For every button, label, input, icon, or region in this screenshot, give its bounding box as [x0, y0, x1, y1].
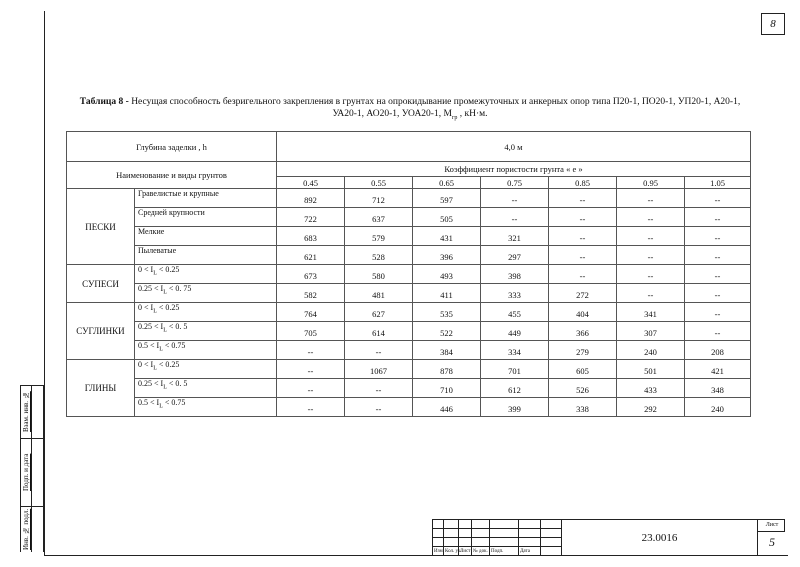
- table-cell: 582: [277, 284, 345, 303]
- stamp-label: Кол. уч.: [445, 549, 462, 554]
- table-title-sub: гр: [451, 114, 458, 121]
- table-cell: 710: [413, 379, 481, 398]
- table-cell: --: [617, 189, 685, 208]
- table-cell: --: [549, 227, 617, 246]
- table-cell: 712: [345, 189, 413, 208]
- soil-subtype: [135, 265, 277, 284]
- soil-subtype: Пылеватые: [135, 246, 277, 265]
- stamp-cell: [541, 538, 562, 547]
- table-row: [67, 189, 751, 208]
- table-cell: 493: [413, 265, 481, 284]
- column-header: 0.45: [277, 177, 345, 189]
- table-cell: --: [549, 189, 617, 208]
- stamp-cell: [459, 538, 472, 547]
- table-cell: 528: [345, 246, 413, 265]
- table-cell: 579: [345, 227, 413, 246]
- table-cell: --: [345, 398, 413, 417]
- side-label-inv-orig: Инв. № подл.: [22, 508, 30, 550]
- table-cell: 341: [617, 303, 685, 322]
- table-cell: --: [617, 284, 685, 303]
- condition-bound: < 0.75: [162, 341, 186, 350]
- soil-subtype: [135, 341, 277, 360]
- table-cell: 334: [481, 341, 549, 360]
- table-cell: 384: [413, 341, 481, 360]
- stamp-cell: [472, 538, 490, 547]
- title-block-stamp: [432, 519, 785, 556]
- table-cell: 878: [413, 360, 481, 379]
- table-cell: 481: [345, 284, 413, 303]
- table-cell: 1067: [345, 360, 413, 379]
- table-cell: --: [685, 189, 751, 208]
- table-cell: 240: [617, 341, 685, 360]
- table-cell: 526: [549, 379, 617, 398]
- stamp-label: Изм.: [434, 549, 444, 554]
- condition-text: 0.25 < I: [138, 379, 164, 388]
- stamp-cell: [472, 529, 490, 538]
- table-cell: 411: [413, 284, 481, 303]
- table-row: [67, 398, 751, 417]
- table-cell: --: [481, 208, 549, 227]
- table-cell: --: [685, 208, 751, 227]
- table-cell: --: [277, 398, 345, 417]
- stamp-cell: [433, 529, 444, 538]
- table-row: [67, 379, 751, 398]
- condition-subscript: L: [159, 403, 163, 410]
- depth-value: 4,0 м: [277, 132, 751, 162]
- table-cell: --: [685, 284, 751, 303]
- table-cell: 348: [685, 379, 751, 398]
- table-cell: --: [549, 246, 617, 265]
- frame-left-line: [44, 11, 45, 556]
- condition-text: 0.5 < I: [138, 398, 160, 407]
- table-cell: 764: [277, 303, 345, 322]
- table-cell: 398: [481, 265, 549, 284]
- table-cell: 396: [413, 246, 481, 265]
- doc-code: 23.0016: [641, 532, 678, 544]
- table-cell: --: [685, 322, 751, 341]
- stamp-cell: [541, 547, 562, 556]
- condition-subscript: L: [153, 365, 157, 372]
- table-cell: 683: [277, 227, 345, 246]
- column-header: 0.55: [345, 177, 413, 189]
- table-title-prefix: Таблица 8 -: [79, 97, 129, 107]
- names-label: Наименование и виды грунтов: [67, 162, 277, 189]
- table-cell: 431: [413, 227, 481, 246]
- table-cell: --: [549, 265, 617, 284]
- stamp-label: Подп.: [491, 549, 504, 554]
- table-row: [67, 246, 751, 265]
- condition-text: 0 < I: [138, 360, 154, 369]
- table-cell: 338: [549, 398, 617, 417]
- table-cell: 605: [549, 360, 617, 379]
- soil-subtype: Средней крупности: [135, 208, 277, 227]
- stamp-cell: [541, 520, 562, 529]
- stamp-cell: [519, 529, 541, 538]
- soil-subtype: Мелкие: [135, 227, 277, 246]
- soil-group-name: СУПЕСИ: [67, 265, 135, 303]
- table-cell: 433: [617, 379, 685, 398]
- depth-row: [67, 132, 751, 162]
- table-cell: --: [685, 246, 751, 265]
- table-row: [67, 208, 751, 227]
- table-cell: 522: [413, 322, 481, 341]
- soil-subtype: [135, 398, 277, 417]
- condition-text: 0 < I: [138, 303, 154, 312]
- condition-bound: < 0. 5: [166, 379, 188, 388]
- table-row: [67, 360, 751, 379]
- column-header: 1.05: [685, 177, 751, 189]
- table-row: [67, 265, 751, 284]
- stamp-cell: [444, 538, 459, 547]
- coef-header-row: [67, 162, 751, 177]
- condition-text: 0.5 < I: [138, 341, 160, 350]
- table-cell: 597: [413, 189, 481, 208]
- sheet-number: 5: [769, 535, 775, 549]
- table-cell: 421: [685, 360, 751, 379]
- table-row: [67, 284, 751, 303]
- soil-subtype: [135, 360, 277, 379]
- stamp-cell: [444, 520, 459, 529]
- table-row: [67, 227, 751, 246]
- table-cell: 621: [277, 246, 345, 265]
- table-cell: 321: [481, 227, 549, 246]
- table-cell: 580: [345, 265, 413, 284]
- stamp-cell: [459, 529, 472, 538]
- corner-page-number: 8: [761, 13, 785, 35]
- table-cell: 501: [617, 360, 685, 379]
- soil-group-name: ГЛИНЫ: [67, 360, 135, 417]
- stamp-cell: [490, 538, 519, 547]
- stamp-cell: [444, 529, 459, 538]
- table-cell: --: [685, 265, 751, 284]
- table-cell: 279: [549, 341, 617, 360]
- condition-bound: < 0. 75: [166, 284, 192, 293]
- condition-bound: < 0.75: [162, 398, 186, 407]
- table-cell: --: [617, 246, 685, 265]
- table-cell: --: [277, 360, 345, 379]
- condition-subscript: L: [153, 270, 157, 277]
- stamp-label: Лист: [460, 549, 471, 554]
- coef-label: Коэффициент пористости грунта « е »: [277, 162, 751, 177]
- stamp-cell: [433, 538, 444, 547]
- condition-subscript: L: [153, 308, 157, 315]
- table-cell: --: [685, 303, 751, 322]
- stamp-label: Дата: [520, 549, 530, 554]
- table-cell: 455: [481, 303, 549, 322]
- side-stamp: [20, 385, 44, 552]
- soil-subtype: Гравелистые и крупные: [135, 189, 277, 208]
- table-cell: --: [549, 208, 617, 227]
- soil-subtype: [135, 379, 277, 398]
- table-row: [67, 341, 751, 360]
- stamp-cell: [519, 520, 541, 529]
- stamp-cell: [490, 529, 519, 538]
- table-cell: 399: [481, 398, 549, 417]
- stamp-cell: [490, 520, 519, 529]
- table-cell: 404: [549, 303, 617, 322]
- condition-bound: < 0. 5: [166, 322, 188, 331]
- table-cell: 705: [277, 322, 345, 341]
- soil-subtype: [135, 284, 277, 303]
- soil-group-name: СУГЛИНКИ: [67, 303, 135, 360]
- condition-text: 0.25 < I: [138, 322, 164, 331]
- side-label-replace-inv: Взам. инв. №: [22, 391, 30, 433]
- column-header: 0.85: [549, 177, 617, 189]
- table-cell: 637: [345, 208, 413, 227]
- column-header: 0.65: [413, 177, 481, 189]
- table-cell: 292: [617, 398, 685, 417]
- table-cell: --: [617, 208, 685, 227]
- table-cell: --: [481, 189, 549, 208]
- table-title-text: Несущая способность безригельного закрепления в грунтах на опрокидывание промежуточных и анкерных опор типа П20-1, ПО20-1, УП20-1, А20-1, УА20-1, АО20-1, УОА20-1, M: [128, 97, 741, 119]
- table-cell: 673: [277, 265, 345, 284]
- table-title-suffix: , кН·м.: [457, 109, 488, 119]
- table-cell: 446: [413, 398, 481, 417]
- table-row: [67, 303, 751, 322]
- stamp-cell: [472, 520, 490, 529]
- table-cell: 892: [277, 189, 345, 208]
- table-cell: 208: [685, 341, 751, 360]
- table-cell: --: [277, 379, 345, 398]
- table-cell: 366: [549, 322, 617, 341]
- bearing-capacity-table: [66, 131, 751, 417]
- table-cell: 449: [481, 322, 549, 341]
- condition-text: 0 < I: [138, 265, 154, 274]
- table-row: [67, 322, 751, 341]
- side-label-sign-date: Подп. и дата: [22, 453, 30, 491]
- soil-subtype: [135, 322, 277, 341]
- table-cell: 333: [481, 284, 549, 303]
- stamp-cell: [519, 538, 541, 547]
- condition-subscript: L: [163, 384, 167, 391]
- condition-bound: < 0.25: [156, 303, 180, 312]
- column-header: 0.95: [617, 177, 685, 189]
- stamp-cell: [433, 520, 444, 529]
- table-cell: --: [345, 379, 413, 398]
- stamp-label: № док.: [473, 549, 488, 554]
- table-cell: 272: [549, 284, 617, 303]
- soil-subtype: [135, 303, 277, 322]
- table-cell: 612: [481, 379, 549, 398]
- table-cell: 535: [413, 303, 481, 322]
- condition-subscript: L: [163, 289, 167, 296]
- condition-subscript: L: [163, 327, 167, 334]
- table-cell: 722: [277, 208, 345, 227]
- table-cell: 240: [685, 398, 751, 417]
- condition-subscript: L: [159, 346, 163, 353]
- column-header: 0.75: [481, 177, 549, 189]
- soil-group-name: ПЕСКИ: [67, 189, 135, 265]
- condition-bound: < 0.25: [156, 265, 180, 274]
- table-cell: --: [617, 227, 685, 246]
- table-cell: --: [277, 341, 345, 360]
- table-title: [70, 96, 750, 124]
- condition-bound: < 0.25: [156, 360, 180, 369]
- table-cell: 614: [345, 322, 413, 341]
- table-cell: 701: [481, 360, 549, 379]
- table-cell: 627: [345, 303, 413, 322]
- depth-label: Глубина заделки , h: [67, 132, 277, 162]
- condition-text: 0.25 < I: [138, 284, 164, 293]
- table-cell: 307: [617, 322, 685, 341]
- table-cell: --: [617, 265, 685, 284]
- table-cell: --: [685, 227, 751, 246]
- stamp-cell: [459, 520, 472, 529]
- sheet-label: Лист: [765, 522, 779, 528]
- stamp-cell: [541, 529, 562, 538]
- table-cell: --: [345, 341, 413, 360]
- table-cell: 505: [413, 208, 481, 227]
- table-cell: 297: [481, 246, 549, 265]
